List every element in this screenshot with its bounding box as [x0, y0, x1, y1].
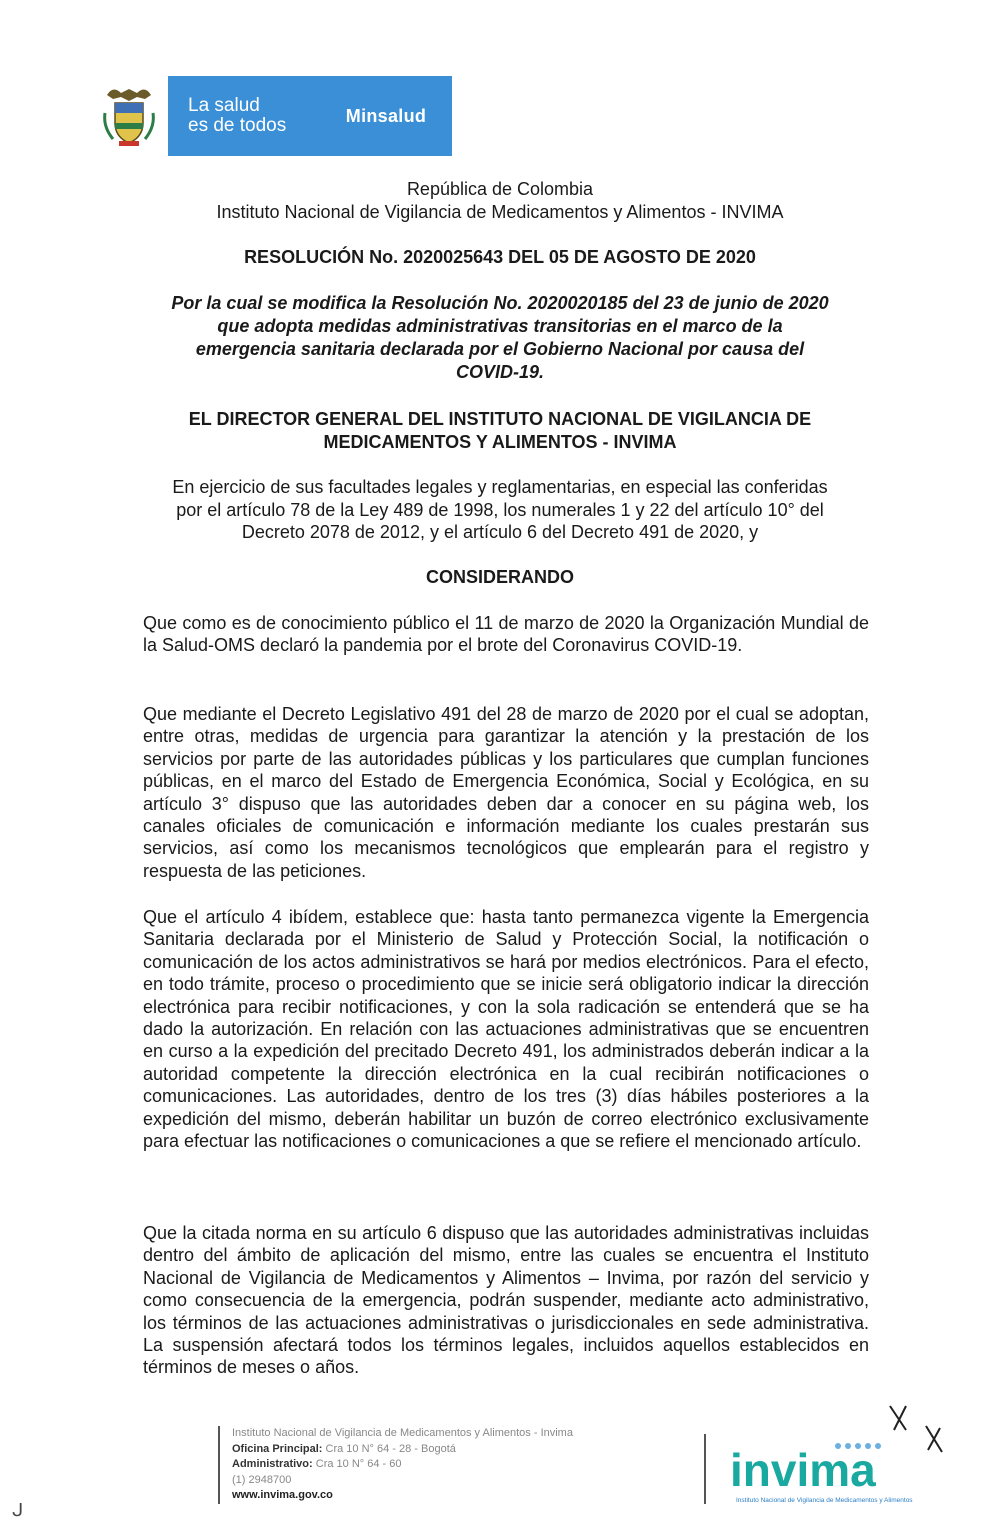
resolution-subject	[130, 292, 870, 384]
government-banner	[90, 76, 452, 156]
corner-mark: ᒍ	[12, 1500, 24, 1520]
republic-line: República de Colombia	[406, 179, 594, 199]
intro-line: Decreto 2078 de 2012, y el artículo 6 del Decreto 491 de 2020, y	[241, 522, 759, 542]
ministry-name: Minsalud	[345, 105, 427, 126]
institute-line: Instituto Nacional de Vigilancia de Medicamentos y Alimentos - INVIMA	[216, 202, 784, 222]
paragraph: Que la citada norma en su artículo 6 dispuso que las autoridades administrativas incluidas dentro del ámbito de aplicación del mismo, entre las cuales se encuentra el Instituto Nacional de Vigilancia de Medicamentos y Alimentos – Invima, por razón del servicio y como consecuencia de la emergencia, podrán suspender, mediante acto administrativo, los términos de las actuaciones administrativas o jurisdiccionales en sede administrativa. La suspensión afectará todos los términos legales, incluidos aquellos establecidos en términos de meses o años.	[143, 1223, 869, 1378]
director-line: EL DIRECTOR GENERAL DEL INSTITUTO NACIONAL DE VIGILANCIA DE	[188, 409, 812, 429]
document-header	[130, 178, 870, 224]
intro-line: por el artículo 78 de la Ley 489 de 1998, los numerales 1 y 22 del artículo 10° del	[176, 499, 824, 520]
footer-main-office	[232, 1442, 712, 1458]
legal-basis	[130, 476, 870, 544]
admin-label: Administrativo:	[232, 1458, 313, 1470]
footer-phone: (1) 2948700	[232, 1473, 292, 1486]
footer-contact	[218, 1426, 712, 1504]
subject-line: Por la cual se modifica la Resolución No. 2020020185 del 23 de junio de 2020	[171, 293, 829, 313]
director-heading	[130, 408, 870, 454]
subject-line: COVID-19.	[455, 362, 545, 382]
dragonfly-icon	[926, 1426, 942, 1452]
director-line: MEDICAMENTOS Y ALIMENTOS - INVIMA	[323, 432, 677, 452]
invima-logo	[730, 1400, 960, 1510]
footer-institute: Instituto Nacional de Vigilancia de Medicamentos y Alimentos - Invima	[232, 1427, 573, 1439]
paragraph: Que como es de conocimiento público el 11 de marzo de 2020 la Organización Mundial de la Salud-OMS declaró la pandemia por el brote del Coronavirus COVID-19.	[143, 613, 869, 656]
paragraph: Que mediante el Decreto Legislativo 491 del 28 de marzo de 2020 por el cual se adoptan, entre otras, medidas de urgencia para garantizar la atención y la prestación de los servicios por parte de las autoridades públicas y los particulares que cumplan funciones públicas, en el marco del Estado de Emergencia Económica, Social y Ecológica, en su artículo 3° dispuso que las autoridades deben dar a conocer en su página web, los canales oficiales de comunicación e información mediante los cuales prestarán sus servicios, así como los mecanismos tecnológicos que emplearán para el registro y respuesta de las peticiones.	[143, 704, 869, 881]
footer-divider	[704, 1434, 706, 1504]
slogan-line-2: es de todos	[188, 115, 287, 136]
coat-of-arms-icon	[90, 76, 168, 156]
footer-admin-office	[232, 1457, 712, 1473]
main-office-label: Oficina Principal:	[232, 1442, 323, 1455]
logo-tagline: Instituto Nacional de Vigilancia de Medicamentos y Alimentos	[736, 1497, 913, 1504]
footer-website-link[interactable]: www.invima.gov.co	[232, 1489, 333, 1501]
considerando-heading: CONSIDERANDO	[425, 567, 574, 587]
paragraph: Que el artículo 4 ibídem, establece que: hasta tanto permanezca vigente la Emergencia Sanitaria declarada por el Ministerio de Salud y Protección Social, la notificación o comunicación de los actos administrativos se hará por medios electrónicos. Para el efecto, en todo trámite, proceso o procedimiento que se inicie será obligatorio indicar la dirección electrónica para recibir notificaciones, y con la sola radicación se entenderá que se ha dado la autorización. En relación con las actuaciones administrativas que se encuentren en curso a la expedición del precitado Decreto 491, los administrados deberán indicar a la autoridad competente la dirección electrónica en la cual recibirán notificaciones o comunicaciones. Las autoridades, dentro de los tres (3) días hábiles posteriores a la expedición del mismo, deberán habilitar un buzón de correo electrónico exclusivamente para efectuar las notificaciones o comunicaciones a que se refiere el mencionado artículo.	[143, 907, 869, 1152]
subject-line: emergencia sanitaria declarada por el Gobierno Nacional por causa del	[195, 339, 805, 359]
intro-line: En ejercicio de sus facultades legales y reglamentarias, en especial las conferidas	[172, 477, 828, 497]
dragonfly-icon	[890, 1406, 906, 1430]
admin-value: Cra 10 N° 64 - 60	[315, 1458, 402, 1470]
main-office-value: Cra 10 N° 64 - 28 - Bogotá	[325, 1442, 456, 1455]
logo-wordmark: invima	[730, 1444, 876, 1496]
subject-line: que adopta medidas administrativas transitorias en el marco de la	[217, 316, 783, 336]
slogan-line-1: La salud	[188, 95, 260, 116]
slogan	[168, 76, 320, 156]
resolution-title: RESOLUCIÓN No. 2020025643 DEL 05 DE AGOSTO DE 2020	[244, 247, 756, 267]
